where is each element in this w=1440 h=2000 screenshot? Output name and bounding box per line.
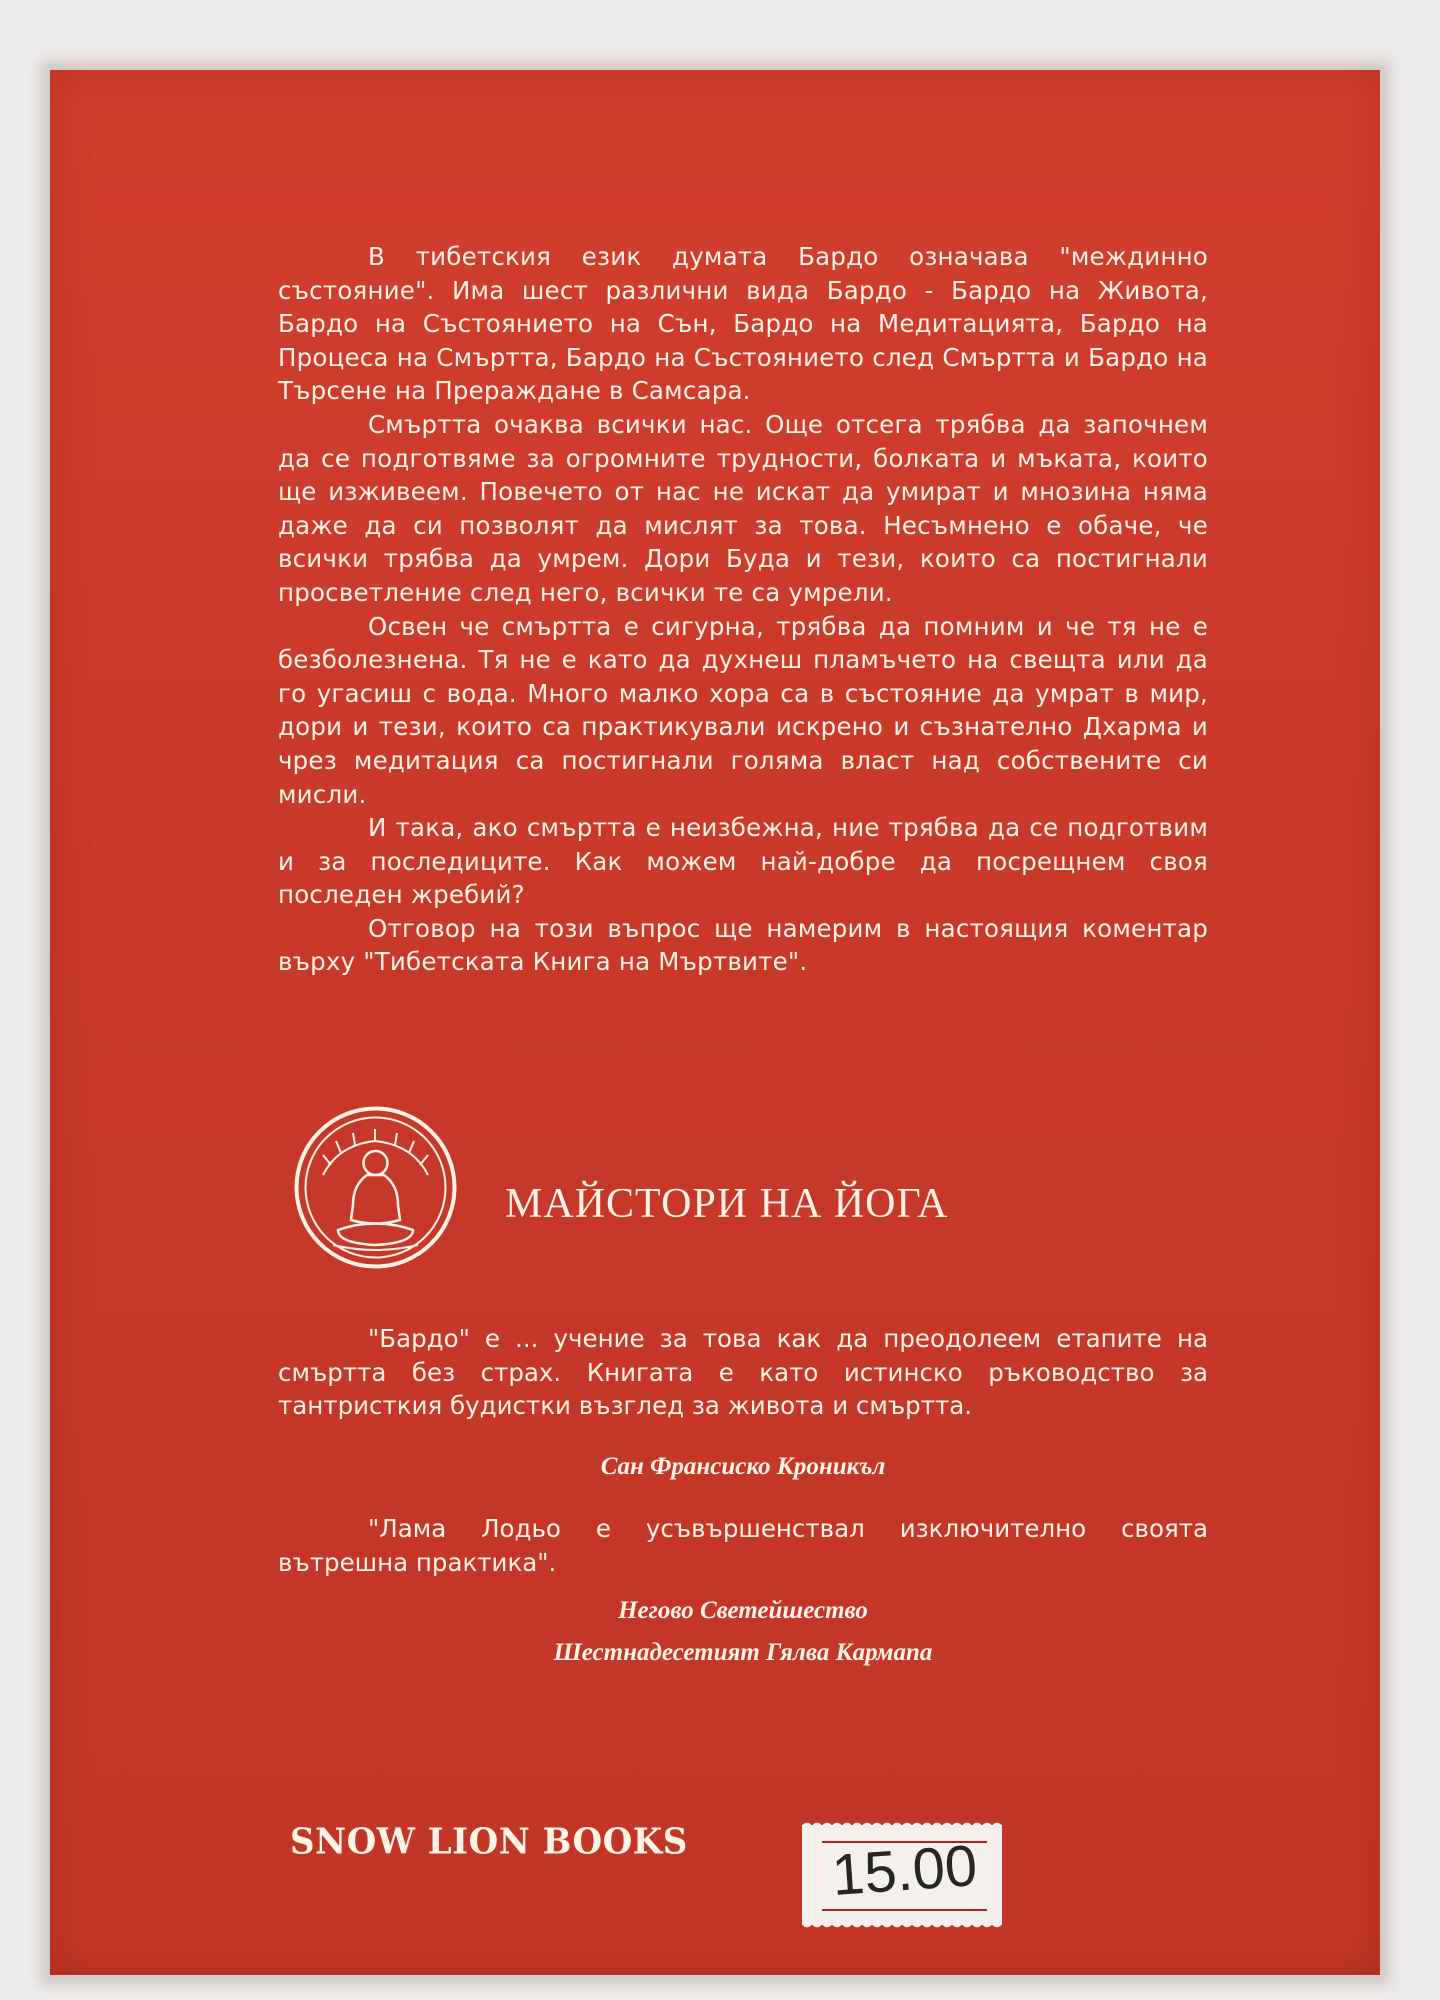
review-2-source	[278, 1590, 1208, 1674]
review-2-text: "Лама Лодьо е усъвършенствал изключително своята вътрешна практика".	[278, 1514, 1208, 1577]
review-1-source: Сан Франсиско Кроникъл	[600, 1453, 886, 1480]
blurb-text	[278, 240, 1208, 979]
blurb-paragraph: Отговор на този въпрос ще намерим в настоящия коментар върху "Тибетската Книга на Мъртвите".	[278, 913, 1208, 977]
price-value: 15.00	[829, 1833, 980, 1908]
series-title: МАЙСТОРИ НА ЙОГА	[505, 1181, 949, 1227]
review-2-source-line: Негово Светейшество	[618, 1597, 868, 1624]
blurb-paragraph: Освен че смъртта е сигурна, трябва да помним и че тя не е безболезнена. Тя не е като да духнеш пламъчето на свещта или да го угасиш с вода. Много малко хора са в състояние да умрат в мир, дори и тези, които са практикували искрено и съзнателно Дхарма и чрез медитация са постигнали голяма власт над собствените си мисли.	[278, 611, 1208, 809]
review-2-source-line: Шестнадесетият Гялва Кармапа	[553, 1639, 933, 1666]
review-2	[278, 1512, 1208, 1579]
book-back-cover	[50, 70, 1380, 1975]
publisher-logo: SNOW LION BOOKS	[290, 1821, 688, 1863]
blurb-paragraph: И така, ако смъртта е неизбежна, ние трябва да се подготвим и за последиците. Как можем най-добре да посрещнем своя последен жребий?	[278, 813, 1208, 910]
blurb-paragraph: Смъртта очаква всички нас. Още отсега трябва да започнем да се подготвяме за огромните трудности, болката и мъката, които ще изживеем. Повечето от нас не искат да умират и мнозина няма даже да си позволят да мислят за това. Несъмнено е обаче, че всички трябва да умрем. Дори Буда и тези, които са постигнали просветление след него, всички те са умрели.	[278, 409, 1208, 607]
price-line	[822, 1909, 987, 1911]
review-1	[278, 1322, 1208, 1423]
seated-buddha-emblem-icon	[293, 1105, 458, 1270]
price-sticker	[802, 1825, 1002, 1925]
review-1-text: "Бардо" е ... учение за това как да преодолеем етапите на смъртта без страх. Книгата е като истинско ръководство за тантристкия будистки възглед за живота и смъртта.	[278, 1324, 1208, 1421]
blurb-paragraph: В тибетския език думата Бардо означава "междинно състояние". Има шест различни вида Бардо - Бардо на Живота, Бардо на Състоянието на Сън, Бардо на Медитацията, Бардо на Процеса на Смъртта, Бардо на Състоянието след Смъртта и Бардо на Търсене на Прераждане в Самсара.	[278, 242, 1208, 406]
